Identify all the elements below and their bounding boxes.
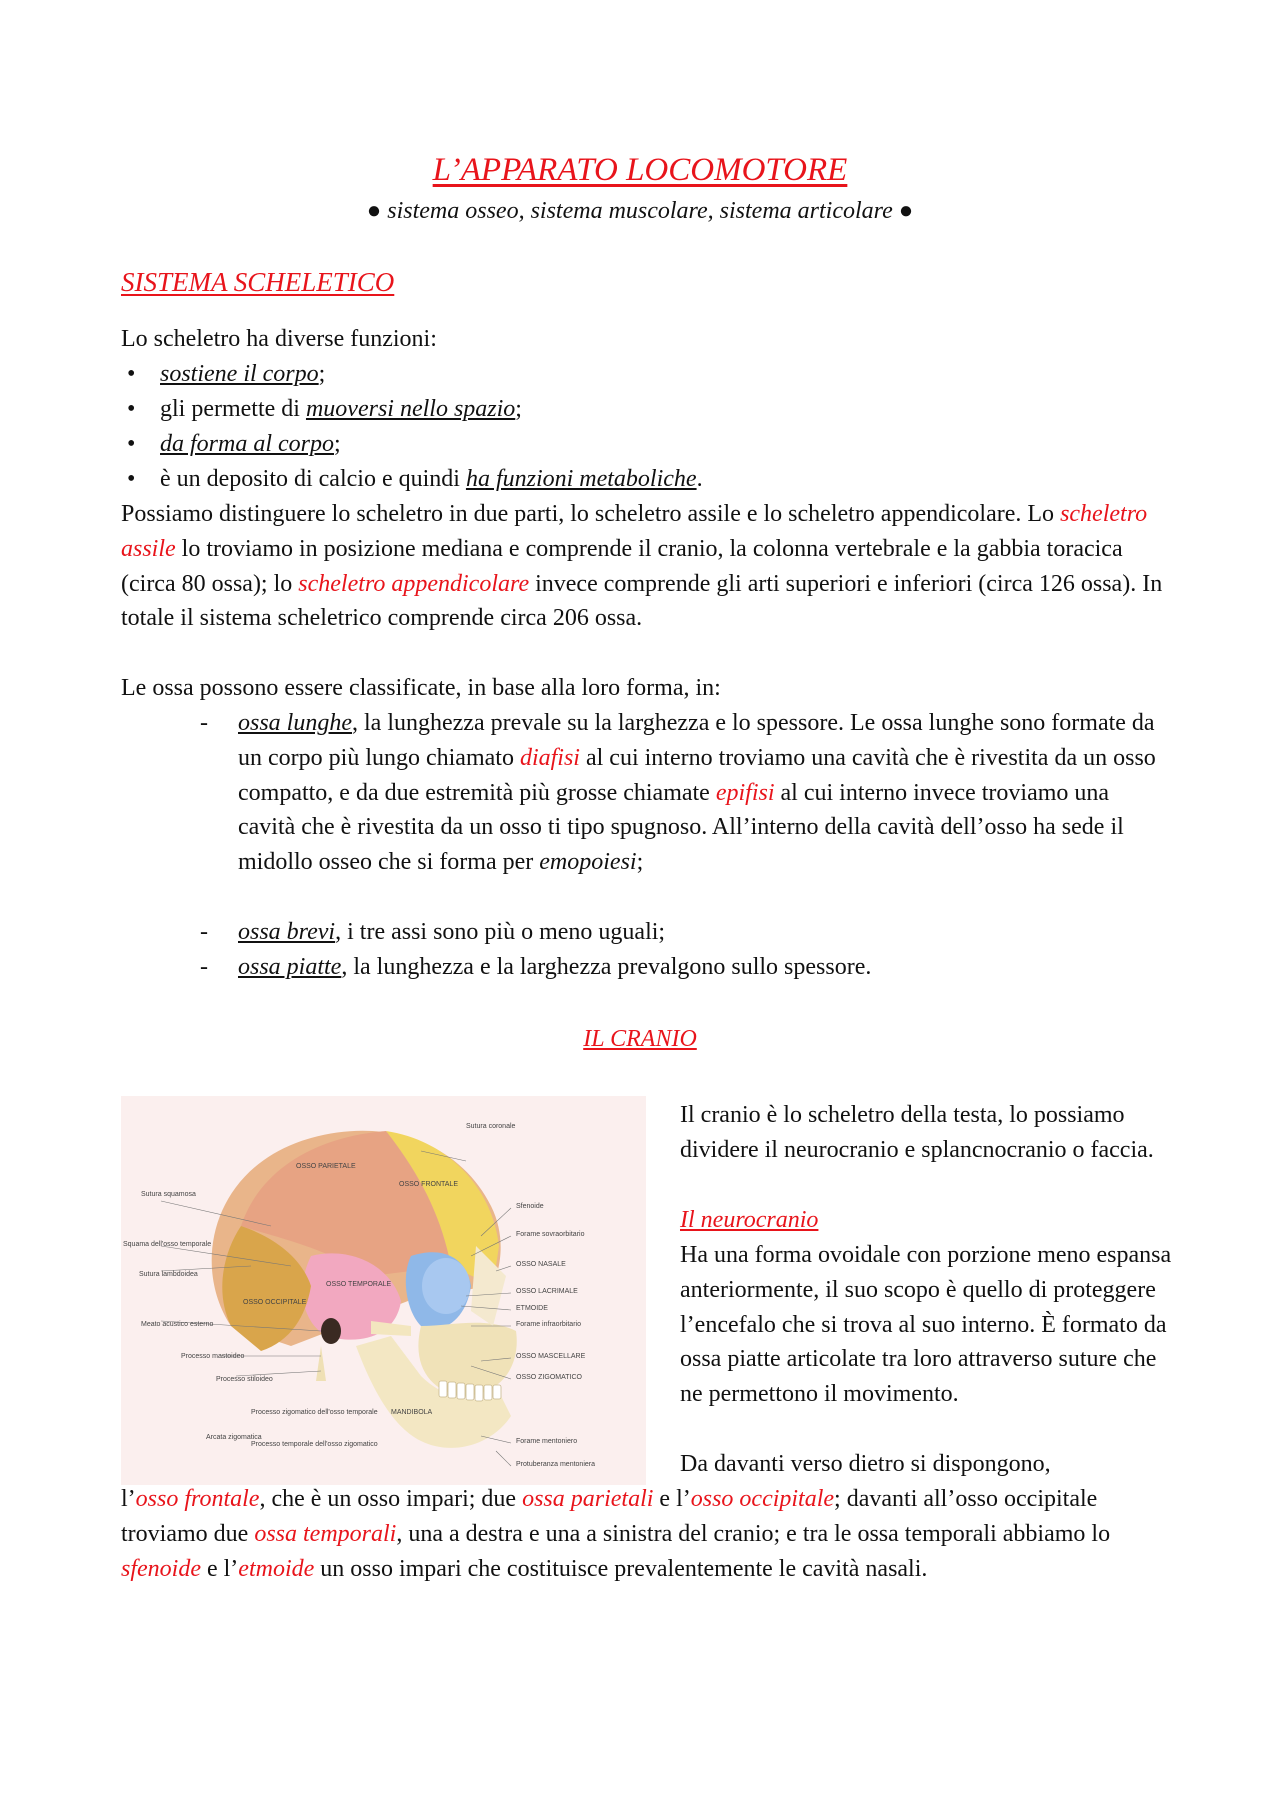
subheading-neurocranio: Il neurocranio: [680, 1207, 819, 1233]
bullet-icon: •: [127, 396, 136, 422]
figure-label: Sutura coronale: [466, 1123, 516, 1130]
figure-label: OSSO MASCELLARE: [516, 1353, 586, 1360]
figure-label: OSSO LACRIMALE: [516, 1288, 578, 1295]
figure-label: Sutura squamosa: [141, 1191, 196, 1198]
figure-label: Sfenoide: [516, 1203, 544, 1210]
ossa-cranio-paragraph: l’osso frontale, che è un osso impari; due ossa parietali e l’osso occipitale; davanti all’osso occipitale troviamo due ossa temporali, una a destra e una a sinistra del cranio; e tra le ossa temporali abbiamo lo sfenoide e l’etmoide un osso impari che costituisce prevalentemente le cavità nasali.: [121, 1486, 1111, 1582]
cranio-intro: Il cranio è lo scheletro della testa, lo possiamo dividere il neurocranio e splancnocranio o faccia.: [680, 1102, 1154, 1163]
document-page: L’APPARATO LOCOMOTORE ● sistema osseo, sistema muscolare, sistema articolare ● SISTEMA SCHELETICO Lo scheletro ha diverse funzioni: • sostiene il corpo; • gli permette di muoversi nello spazio; • da forma al corpo; • è un deposito di calcio e quindi ha funzioni metaboliche. Possiamo distinguere lo scheletro in due parti, lo scheletro assile e lo scheletro appendicolare. Lo scheletro assile lo troviamo in posizione mediana e comprende il cranio, la colonna vertebrale e la gabbia toracica (circa 80 ossa); lo scheletro appendicolare invece comprende gli arti superiori e inferiori (circa 126 ossa). In totale il sistema scheletrico comprende circa 206 ossa. Le ossa possono essere classificate, in base alla loro forma, in: - ossa lunghe, la lunghezza prevale su la larghezza e lo spessore. Le ossa lunghe sono formate da un corpo più lungo chiamato diafisi al cui interno troviamo una cavità che è rivestita da un osso compatto, e da due estremità più grosse chiamate epifisi al cui interno invece troviamo una cavità che è rivestita da un osso ti tipo spugnoso. All’interno della cavità dell’osso ha sede il midollo osseo che si forma per emopoiesi; - ossa brevi, i tre assi sono più o meno uguali; - ossa piatte, la lunghezza e la larghezza prevalgono sullo spessore. IL CRANIO Sutura coronale OSSO PARIETALE OSSO FRONTALE Sutura squamosa Sfenoide Forame sovraorbitario Squama dell'osso temporale OSSO NASALE Sutura lambdoidea OSSO TEMPORALE OSSO LACRIMALE OSSO OCCIPITALE ETMOIDE Forame infraorbitario Meato acustico esterno OSSO MASCELLARE Processo mastoideo OSSO ZIGOMATICO Processo stiloideo Processo zigomatico dell'osso temporale MANDIBOLA Arcata zigomatica Processo temporale dell'osso zigomatico Forame mentoniero Protuberanza mentoniera Il cranio è lo scheletro della testa, lo possiamo dividere il neurocranio e splancnocranio o faccia. Il neurocranio Ha una forma ovoidale con porzione meno espansa anteriormente, il suo scopo è quello di proteggere l’encefalo che si trova al suo interno. È formato da ossa piatte articolate tra loro attraverso suture che ne permettono il movimento. Da davanti verso dietro si dispongono, l’osso frontale, che è un osso impari; due ossa parietali e l’osso occipitale; davanti all’osso occipitale troviamo due ossa temporali, una a destra e una a sinistra del cranio; e tra le ossa temporali abbiamo lo sfenoide e l’etmoide un osso impari che costituisce prevalentemente le cavità nasali.: [0, 0, 1280, 1811]
figure-label: OSSO NASALE: [516, 1261, 566, 1268]
bullet-icon: •: [127, 361, 136, 387]
page-subtitle: ● sistema osseo, sistema muscolare, sistema articolare ●: [366, 198, 914, 224]
figure-label: Meato acustico esterno: [141, 1321, 214, 1328]
figure-label: OSSO ZIGOMATICO: [516, 1374, 582, 1381]
figure-label: MANDIBOLA: [391, 1409, 433, 1416]
figure-label: OSSO OCCIPITALE: [243, 1299, 307, 1306]
section-heading-il-cranio: IL CRANIO: [583, 1026, 697, 1052]
neurocranio-text: Ha una forma ovoidale con porzione meno espansa anteriormente, il suo scopo è quello di proteggere l’encefalo che si trova al suo interno. È formato da ossa piatte articolate tra loro attraverso suture che ne permettono il movimento.: [680, 1242, 1172, 1408]
order-start-text: Da davanti verso dietro si dispongono,: [680, 1451, 1051, 1477]
figure-label: Processo zigomatico dell'osso temporale: [251, 1409, 378, 1416]
figure-label: Protuberanza mentoniera: [516, 1461, 595, 1468]
figure-label: OSSO TEMPORALE: [326, 1281, 392, 1288]
section-heading-sistema-scheletico: SISTEMA SCHELETICO: [121, 267, 395, 297]
figure-label: Forame infraorbitario: [516, 1321, 581, 1328]
figure-label: Processo temporale dell'osso zigomatico: [251, 1441, 378, 1448]
figure-label: Squama dell'osso temporale: [123, 1241, 212, 1248]
figure-label: ETMOIDE: [516, 1305, 548, 1312]
paragraph-classificazione: Le ossa possono essere classificate, in base alla loro forma, in:: [121, 675, 721, 701]
figure-label: OSSO FRONTALE: [399, 1181, 458, 1188]
bullet-icon: •: [127, 466, 136, 492]
figure-label: Sutura lambdoidea: [139, 1271, 198, 1278]
intro-text: Lo scheletro ha diverse funzioni:: [121, 326, 437, 352]
figure-label: Processo mastoideo: [181, 1353, 245, 1360]
figure-label: Forame sovraorbitario: [516, 1231, 585, 1238]
bullet-icon: •: [127, 431, 136, 457]
figure-label: Processo stiloideo: [216, 1376, 273, 1383]
page-title: L’APPARATO LOCOMOTORE: [432, 152, 848, 188]
figure-label: Arcata zigomatica: [206, 1434, 262, 1441]
figure-label: Forame mentoniero: [516, 1438, 578, 1445]
skull-illustration: [121, 1096, 646, 1485]
paragraph-scheletro: Possiamo distinguere lo scheletro in due parti, lo scheletro assile e lo scheletro appendicolare. Lo scheletro assile lo troviamo in posizione mediana e comprende il cranio, la colonna vertebrale e la gabbia toracica (circa 80 ossa); lo scheletro appendicolare invece comprende gli arti superiori e inferiori (circa 126 ossa). In totale il sistema scheletrico comprende circa 206 ossa.: [121, 501, 1163, 632]
figure-label: OSSO PARIETALE: [296, 1163, 356, 1170]
